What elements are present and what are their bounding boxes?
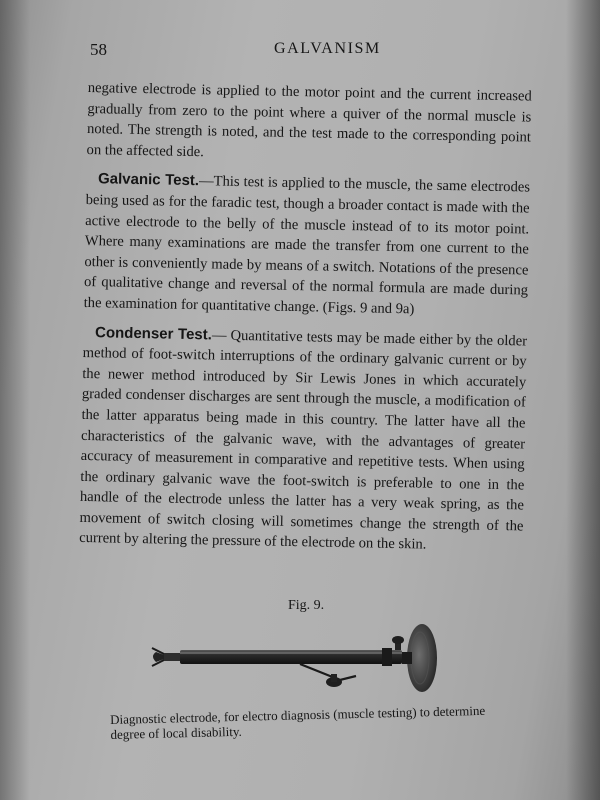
- paragraph-text: —This test is applied to the muscle, the same electrodes being used as for the faradic test, though a broader contact is made with the active electrode to the belly of the muscle instead of to its motor point. Where many examinations are made the transfer from one current to the other is conveniently made by means of a switch. Notations of the presence of qualitative change and reversal of the normal formula are made during the examination for quantitative change. (Figs. 9 and 9a): [83, 173, 531, 318]
- paragraph-condenser-test: [79, 322, 527, 557]
- diagnostic-electrode-illustration: [150, 618, 450, 702]
- paragraph-galvanic-test: [83, 169, 530, 322]
- page-header: [90, 38, 538, 62]
- page-edge-shadow: [566, 0, 600, 800]
- figure-caption: Diagnostic electrode, for electro diagnosis (muscle testing) to determine degree of local disability.: [110, 702, 486, 742]
- running-head: GALVANISM: [274, 40, 381, 57]
- paragraph-text: negative electrode is applied to the motor point and the current increased gradually from zero to the point where a quiver of the normal muscle is noted. The strength is noted, and the test made to the corresponding point on the affected side.: [86, 79, 532, 161]
- paragraph-text: — Quantitative tests may be made either by the older method of foot-switch interruptions of the ordinary galvanic current or by the newer method introduced by Sir Lewis Jones in which accurately graded condenser discharges are sent through the muscle, a modification of the latter apparatus being made in this country. The latter have all the characteristics of the galvanic wave, with the advantages of greater accuracy of measurement in comparative and repetitive tests. When using the ordinary galvanic wave the foot-switch is preferable to one in the handle of the electrode unless the latter has a very weak spring, as the movement of switch closing will sometimes change the strength of the current by altering the pressure of the electrode on the skin.: [79, 326, 528, 554]
- paragraph-continuation: [86, 78, 531, 169]
- section-heading-galvanic-test: Galvanic Test.: [97, 170, 200, 190]
- figure-label: Fig. 9.: [288, 598, 325, 613]
- gutter-shadow: [0, 0, 30, 800]
- section-heading-condenser-test: Condenser Test.: [94, 323, 213, 343]
- body-text: [79, 78, 532, 566]
- page-number: 58: [90, 40, 107, 59]
